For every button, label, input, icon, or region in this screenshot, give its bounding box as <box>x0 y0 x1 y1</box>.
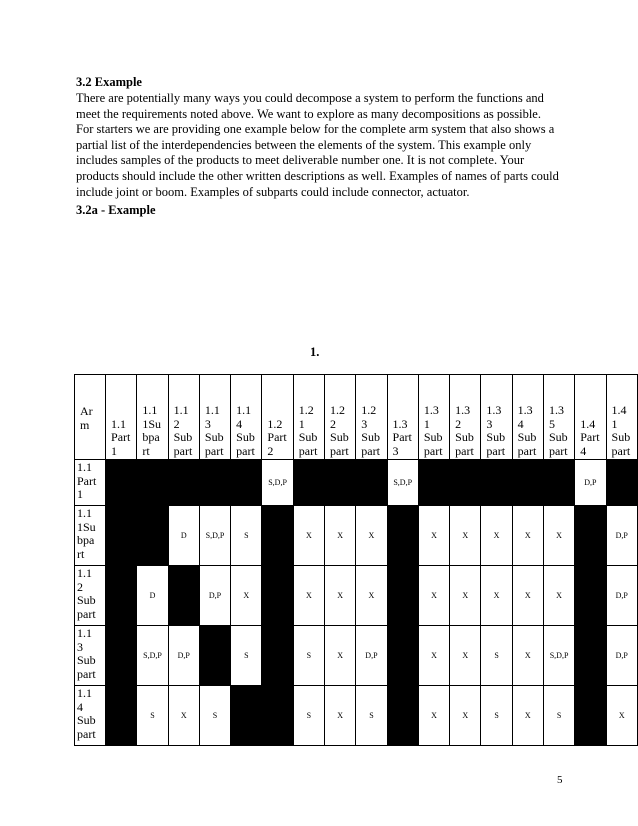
paragraph-line: For starters we are providing one example below for the complete arm system that also shows a <box>76 122 555 137</box>
matrix-filled-cell <box>137 506 168 566</box>
section-heading: 3.2 Example <box>76 75 142 89</box>
matrix-row <box>75 566 638 626</box>
matrix-row <box>75 506 638 566</box>
matrix-header-row <box>75 375 638 460</box>
matrix-cell: S <box>481 626 512 686</box>
matrix-filled-cell <box>262 566 293 626</box>
matrix-cell: X <box>418 626 449 686</box>
matrix-column-header: 1.4 Part 4 <box>575 375 606 460</box>
matrix-cell: S,D,P <box>262 460 293 506</box>
matrix-cell: S <box>356 686 387 746</box>
matrix-cell: X <box>231 566 262 626</box>
matrix-cell: D,P <box>199 566 230 626</box>
matrix-filled-cell <box>512 460 543 506</box>
matrix-cell: X <box>450 506 481 566</box>
matrix-cell: X <box>356 566 387 626</box>
matrix-column-header: 1.3 3 Sub part <box>481 375 512 460</box>
matrix-cell: X <box>543 566 574 626</box>
matrix-filled-cell <box>231 460 262 506</box>
matrix-filled-cell <box>168 460 199 506</box>
matrix-cell: S <box>231 626 262 686</box>
matrix-filled-cell <box>106 626 137 686</box>
matrix-column-header: 1.1 Part 1 <box>106 375 137 460</box>
matrix-filled-cell <box>481 460 512 506</box>
matrix-column-header: 1.1 3 Sub part <box>199 375 230 460</box>
matrix-cell: D,P <box>356 626 387 686</box>
matrix-cell: X <box>512 566 543 626</box>
matrix-filled-cell <box>575 566 606 626</box>
paragraph-line: products should include the other written descriptions as well. Examples of names of parts could <box>76 168 559 183</box>
matrix-cell: X <box>481 506 512 566</box>
matrix-row-label: 1.1 Part 1 <box>75 460 106 506</box>
matrix-cell: X <box>450 566 481 626</box>
matrix-cell: X <box>543 506 574 566</box>
matrix-column-header: 1.2 2 Sub part <box>325 375 356 460</box>
matrix-cell: X <box>450 626 481 686</box>
matrix-cell: X <box>481 566 512 626</box>
matrix-cell: S <box>481 686 512 746</box>
matrix-cell: X <box>325 686 356 746</box>
paragraph-line: There are potentially many ways you could decompose a system to perform the functions and <box>76 91 544 105</box>
matrix-column-header: 1.1 1Su bpa rt <box>137 375 168 460</box>
matrix-filled-cell <box>387 626 418 686</box>
matrix-filled-cell <box>575 506 606 566</box>
matrix-cell: S <box>137 686 168 746</box>
matrix-filled-cell <box>106 566 137 626</box>
matrix-column-header: 1.4 1 Sub part <box>606 375 637 460</box>
matrix-cell: X <box>293 566 324 626</box>
matrix-cell: S <box>543 686 574 746</box>
matrix-column-header: 1.3 2 Sub part <box>450 375 481 460</box>
matrix-cell: S,D,P <box>543 626 574 686</box>
matrix-column-header: 1.3 4 Sub part <box>512 375 543 460</box>
matrix-cell: S,D,P <box>199 506 230 566</box>
matrix-row-label: 1.1 3 Sub part <box>75 626 106 686</box>
matrix-filled-cell <box>231 686 262 746</box>
matrix-row <box>75 460 638 506</box>
matrix-row <box>75 626 638 686</box>
matrix-filled-cell <box>387 566 418 626</box>
paragraph-line: meet the requirements noted above. We want to explore as many decompositions as possible. <box>76 106 541 121</box>
matrix-cell: X <box>512 506 543 566</box>
matrix-filled-cell <box>137 460 168 506</box>
matrix-cell: S <box>199 686 230 746</box>
matrix-filled-cell <box>106 506 137 566</box>
matrix-cell: X <box>293 506 324 566</box>
matrix-cell: X <box>168 686 199 746</box>
matrix-cell: D,P <box>575 460 606 506</box>
matrix-cell: X <box>325 626 356 686</box>
matrix-filled-cell <box>606 460 637 506</box>
matrix-column-header: 1.2 Part 2 <box>262 375 293 460</box>
matrix-cell: X <box>325 506 356 566</box>
matrix-row <box>75 686 638 746</box>
matrix-corner-label: Ar m <box>75 375 106 460</box>
matrix-column-header: 1.3 Part 3 <box>387 375 418 460</box>
matrix-cell: X <box>512 686 543 746</box>
matrix-filled-cell <box>575 686 606 746</box>
intro-paragraph <box>76 91 576 200</box>
page-number: 5 <box>557 774 563 786</box>
matrix-cell: S <box>293 686 324 746</box>
matrix-column-header: 1.2 3 Sub part <box>356 375 387 460</box>
matrix-cell: D,P <box>606 506 637 566</box>
matrix-row-label: 1.1 1Su bpa rt <box>75 506 106 566</box>
matrix-filled-cell <box>262 506 293 566</box>
matrix-cell: S <box>231 506 262 566</box>
diagram-number-label: 1. <box>310 345 320 359</box>
matrix-filled-cell <box>168 566 199 626</box>
matrix-cell: X <box>418 686 449 746</box>
matrix-cell: X <box>512 626 543 686</box>
matrix-filled-cell <box>262 626 293 686</box>
matrix-row-label: 1.1 2 Sub part <box>75 566 106 626</box>
matrix-cell: S <box>293 626 324 686</box>
paragraph-line: partial list of the interdependencies between the elements of the system. This example only <box>76 137 532 152</box>
matrix-filled-cell <box>199 460 230 506</box>
matrix-cell: X <box>418 506 449 566</box>
matrix-filled-cell <box>293 460 324 506</box>
matrix-row-label: 1.1 4 Sub part <box>75 686 106 746</box>
matrix-filled-cell <box>450 460 481 506</box>
matrix-cell: D,P <box>606 626 637 686</box>
paragraph-line: includes samples of the products to meet deliverable number one. It is not complete. Your <box>76 153 525 168</box>
matrix-cell: S,D,P <box>137 626 168 686</box>
matrix-filled-cell <box>387 506 418 566</box>
matrix-cell: D,P <box>606 566 637 626</box>
matrix-cell: D <box>137 566 168 626</box>
subsection-heading: 3.2a - Example <box>76 203 156 217</box>
interdependency-matrix <box>74 374 638 746</box>
matrix-cell: D,P <box>168 626 199 686</box>
matrix-column-header: 1.3 5 Sub part <box>543 375 574 460</box>
paragraph-line: include joint or boom. Examples of subparts could include connector, actuator. <box>76 184 470 199</box>
matrix-cell: X <box>356 506 387 566</box>
matrix-filled-cell <box>575 626 606 686</box>
matrix-cell: X <box>418 566 449 626</box>
matrix-filled-cell <box>325 460 356 506</box>
matrix-filled-cell <box>262 686 293 746</box>
matrix-cell: X <box>325 566 356 626</box>
matrix-column-header: 1.3 1 Sub part <box>418 375 449 460</box>
matrix-cell: S,D,P <box>387 460 418 506</box>
matrix-filled-cell <box>199 626 230 686</box>
matrix-column-header: 1.1 4 Sub part <box>231 375 262 460</box>
matrix-filled-cell <box>543 460 574 506</box>
matrix-filled-cell <box>418 460 449 506</box>
matrix-filled-cell <box>106 460 137 506</box>
matrix-filled-cell <box>356 460 387 506</box>
matrix-cell: X <box>450 686 481 746</box>
matrix-column-header: 1.1 2 Sub part <box>168 375 199 460</box>
matrix-cell: D <box>168 506 199 566</box>
matrix-column-header: 1.2 1 Sub part <box>293 375 324 460</box>
matrix-filled-cell <box>387 686 418 746</box>
matrix-cell: X <box>606 686 637 746</box>
matrix-filled-cell <box>106 686 137 746</box>
